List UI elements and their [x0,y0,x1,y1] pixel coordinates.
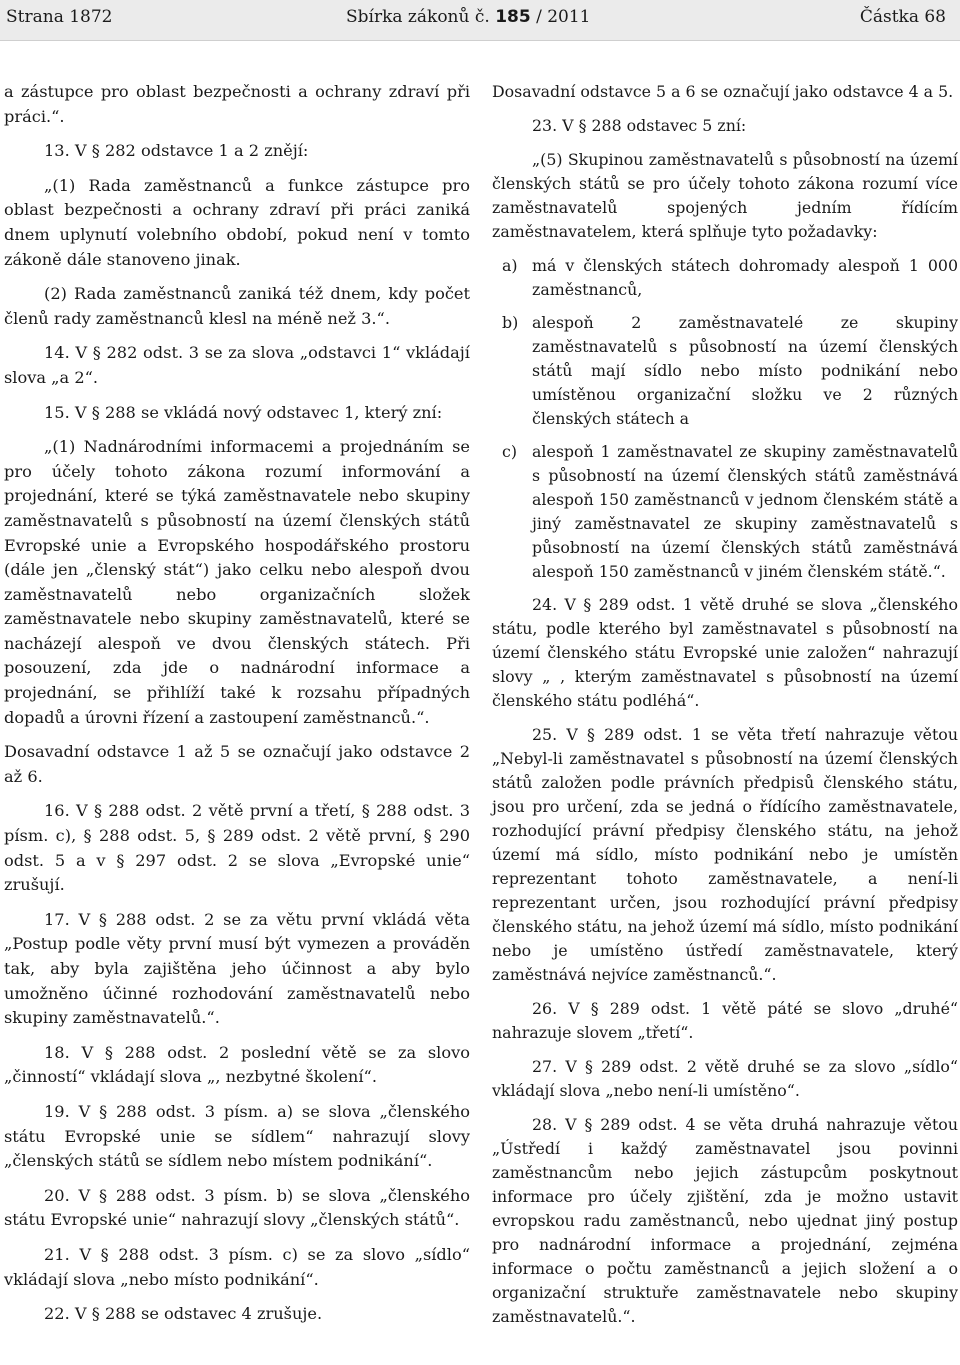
list-item [492,440,958,584]
list-item [492,254,958,302]
right-column [492,80,958,1339]
law-year: / 2011 [530,7,591,27]
paragraph: 15. V § 288 se vkládá nový odstavec 1, který zní: [44,402,443,422]
paragraph: (2) Rada zaměstnanců zaniká též dnem, kdy počet členů rady zaměstnanců klesl na méně než 3.“. [4,284,470,328]
list-letter: b) [502,313,519,332]
page-number: Strana 1872 [6,7,113,27]
paragraph: a zástupce pro oblast bezpečnosti a ochrany zdraví při práci.“. [4,82,470,126]
page-header [0,0,960,41]
list-text: má v členských státech dohromady alespoň 1 000 zaměstnanců, [532,256,958,299]
paragraph: 24. V § 289 odst. 1 větě druhé se slova „členského státu, podle kterého byl zaměstnavatel s působností na území členského státu Evropské unie založen“ nahrazují slovy „ , kterým zaměstnavatel s působností na území členského státu podléhá“. [492,595,958,710]
paragraph: 20. V § 288 odst. 3 písm. b) se slova „členského státu Evropské unie“ nahrazují slovy „členských států“. [4,1185,470,1230]
issue-part: Částka 68 [859,7,946,27]
paragraph: 28. V § 289 odst. 4 se věta druhá nahrazuje větou „Ústředí i každý zaměstnavatel jsou povinni zaměstnancům nebo jejich zástupcům poskytnout informace pro účely zjištění, zda je možno ustavit evropskou radu zaměstnanců, nebo ujednat jiný postup pro nadnárodní informace a projednání, zejména informace o počtu zaměstnanců a jejich složení a o organizační struktuře zaměstnavatele nebo skupiny zaměstnavatelů.“. [492,1115,958,1326]
paragraph: 16. V § 288 odst. 2 větě první a třetí, § 288 odst. 3 písm. c), § 288 odst. 5, § 289 odst. 2 větě první, § 290 odst. 5 a v § 297 odst. 2 se slova „Evropské unie“ zrušují. [4,801,470,895]
left-column [4,80,470,1337]
paragraph: 26. V § 289 odst. 1 větě páté se slovo „druhé“ nahrazuje slovem „třetí“. [492,999,958,1042]
paragraph: 18. V § 288 odst. 2 poslední větě se za slovo „činností“ vkládají slova „, nezbytné školení“. [4,1042,470,1087]
paragraph: „(5) Skupinou zaměstnavatelů s působností na území členských států se pro účely tohoto zákona rozumí více zaměstnavatelů spojených jedním řídícím zaměstnavatelem, která splňuje tyto požadavky: [492,150,958,241]
paragraph: 27. V § 289 odst. 2 větě druhé se za slovo „sídlo“ vkládají slova „nebo není-li umístěno“. [492,1057,958,1100]
list-text: alespoň 2 zaměstnavatelé ze skupiny zaměstnavatelů s působností na území členských států mají sídlo nebo místo podnikání nebo umístěnou organizační složku ve 2 různých členských státech a [532,313,958,428]
list-text: alespoň 1 zaměstnavatel ze skupiny zaměstnavatelů s působností na území členských států zaměstnává alespoň 150 zaměstnanců v jednom členském státě a jiný zaměstnavatel ze skupiny zaměstnavatelů s působností na území členských států zaměstnává alespoň 150 zaměstnanců v jiném členském státě.“. [532,442,958,581]
paragraph: 19. V § 288 odst. 3 písm. a) se slova „členského státu Evropské unie se sídlem“ nahrazují slovy „členských států se sídlem nebo místem podnikání“. [4,1101,470,1171]
paragraph: 23. V § 288 odstavec 5 zní: [532,116,747,135]
paragraph: Dosavadní odstavce 5 a 6 se označují jako odstavce 4 a 5. [492,82,954,101]
paragraph: 21. V § 288 odst. 3 písm. c) se za slovo „sídlo“ vkládají slova „nebo místo podnikání“. [4,1244,470,1289]
collection-prefix: Sbírka zákonů č. [346,7,496,27]
paragraph: Dosavadní odstavce 1 až 5 se označují jako odstavce 2 až 6. [4,742,470,786]
list-letter: a) [502,256,518,275]
paragraph: „(1) Nadnárodními informacemi a projednáním se pro účely tohoto zákona rozumí informování a projednání, které se týká zaměstnavatele nebo skupiny zaměstnavatelů s působností na území členských států Evropské unie a Evropského hospodářského prostoru (dále jen „členský stát“) jako celku nebo alespoň dvou zaměstnavatelů nebo organizačních složek zaměstnavatele nebo skupiny zaměstnavatelů, které se nacházejí alespoň ve dvou členských státech. Při posouzení, zda jde o nadnárodní informace a projednání, se přihlíží také k rozsahu případných dopadů a úrovni řízení a zastoupení zaměstnanců.“. [4,437,470,727]
paragraph: 17. V § 288 odst. 2 se za větu první vkládá věta „Postup podle věty první musí být vymezen a prováděn tak, aby byla zajištěna jeho účinnost a aby bylo umožněno účinné rozhodování zaměstnavatelů nebo skupiny zaměstnavatelů.“. [4,909,470,1028]
list-letter: c) [502,442,518,461]
list-item [492,311,958,431]
paragraph: 22. V § 288 se odstavec 4 zrušuje. [44,1304,323,1324]
collection-reference [346,7,591,27]
paragraph: 13. V § 282 odstavce 1 a 2 znějí: [44,141,309,161]
law-number: 185 [495,7,531,27]
paragraph: 25. V § 289 odst. 1 se věta třetí nahrazuje větou „Nebyl-li zaměstnavatel s působností na území členských států založen podle právních předpisů členského státu, jsou pro určení, zda se jedná o řídícího zaměstnavatele, rozhodující právní předpisy členského státu, na jehož území má sídlo, místo podnikání nebo je umístěn reprezentant tohoto zaměstnavatele, a není-li reprezentant určen, jsou rozhodující právní předpisy členského státu, na jehož území má sídlo, místo podnikání nebo je umístěno ústředí zaměstnavatele, který zaměstnává nejvíce zaměstnanců.“. [492,725,958,984]
paragraph: „(1) Rada zaměstnanců a funkce zástupce pro oblast bezpečnosti a ochrany zdraví při práci zaniká dnem uplynutí volebního období, pokud není v tomto zákoně dále stanoveno jinak. [4,175,470,269]
paragraph: 14. V § 282 odst. 3 se za slova „odstavci 1“ vkládají slova „a 2“. [4,343,470,387]
